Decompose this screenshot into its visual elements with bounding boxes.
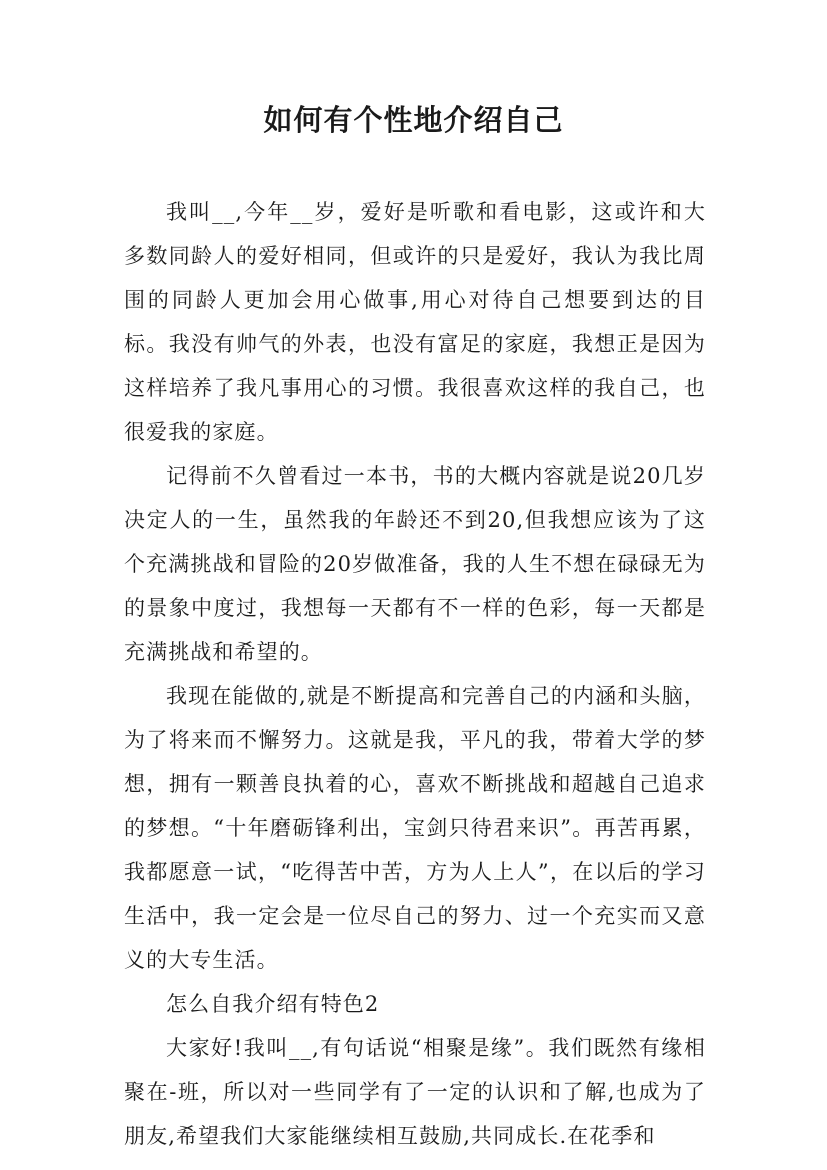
document-title: 如何有个性地介绍自己 — [263, 103, 564, 137]
paragraph-4: 大家好!我叫__,有句话说“相聚是缘”。我们既然有缘相聚在-班，所以对一些同学有了一定的认识和了解,也成为了朋友,希望我们大家能继续相互鼓励,共同成长.在花季和 — [124, 1036, 706, 1148]
paragraph-2: 记得前不久曾看过一本书，书的大概内容就是说20几岁决定人的一生，虽然我的年龄还不到20,但我想应该为了这个充满挑战和冒险的20岁做准备，我的人生不想在碌碌无为的景象中度过，我想每一天都有不一样的色彩，每一天都是充满挑战和希望的。 — [124, 464, 706, 664]
paragraph-1: 我叫__,今年__岁，爱好是听歌和看电影，这或许和大多数同龄人的爱好相同，但或许的只是爱好，我认为我比周围的同龄人更加会用心做事,用心对待自己想要到达的目标。我没有帅气的外表，也没有富足的家庭，我想正是因为这样培养了我凡事用心的习惯。我很喜欢这样的我自己，也很爱我的家庭。 — [124, 200, 706, 444]
paragraph-3: 我现在能做的,就是不断提高和完善自己的内涵和头脑，为了将来而不懈努力。这就是我，平凡的我，带着大学的梦想，拥有一颗善良执着的心，喜欢不断挑战和超越自己追求的梦想。“十年磨砺锋利出，宝剑只待君来识”。再苦再累，我都愿意一试，“吃得苦中苦，方为人上人”，在以后的学习生活中，我一定会是一位尽自己的努力、过一个充实而又意义的大专生活。 — [124, 684, 706, 972]
section-heading: 怎么自我介绍有特色2 — [166, 992, 380, 1016]
document-body — [124, 190, 706, 1158]
